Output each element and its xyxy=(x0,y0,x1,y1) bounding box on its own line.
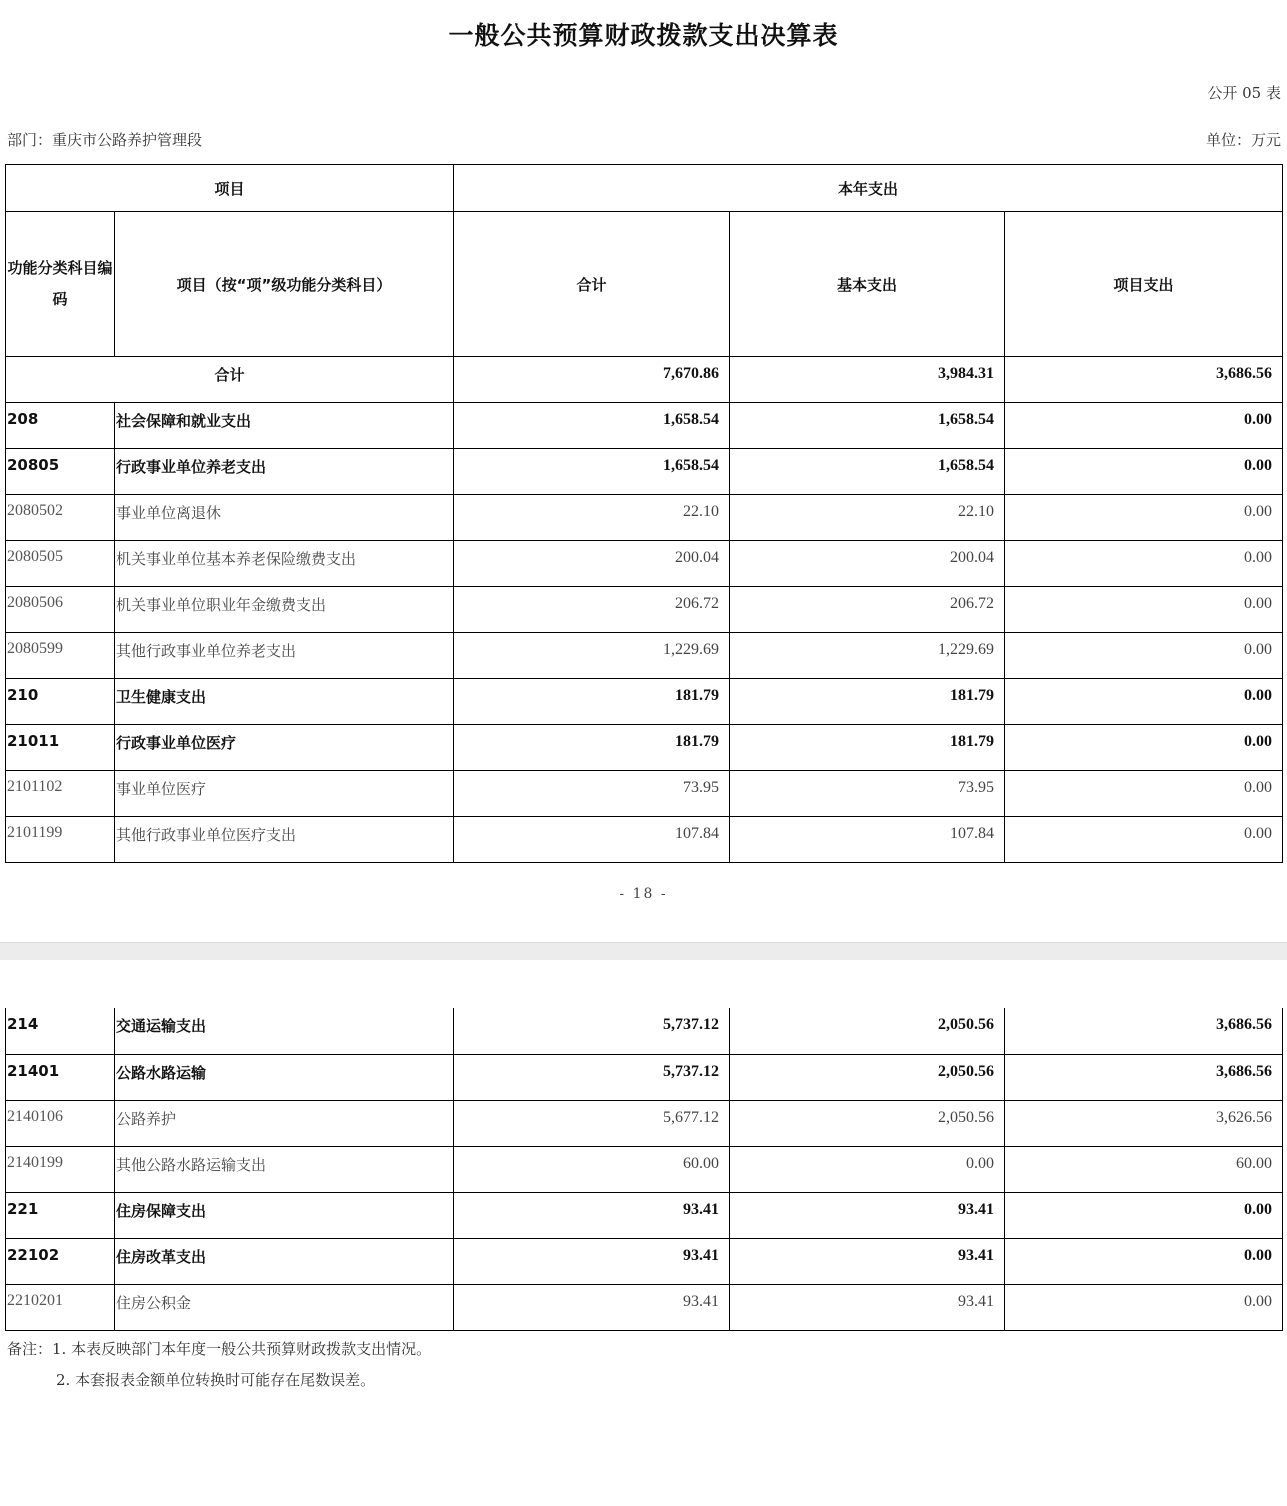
row-name: 事业单位离退休 xyxy=(115,495,454,541)
row-total: 73.95 xyxy=(454,771,730,817)
row-total: 60.00 xyxy=(454,1146,730,1192)
total-label: 合计 xyxy=(6,357,454,403)
row-code: 2210201 xyxy=(6,1284,115,1330)
row-basic: 181.79 xyxy=(730,725,1005,771)
header-total: 合计 xyxy=(454,212,730,357)
row-code: 2080505 xyxy=(6,541,115,587)
header-current-year-expense: 本年支出 xyxy=(454,165,1283,212)
row-code: 2080502 xyxy=(6,495,115,541)
row-project: 60.00 xyxy=(1005,1146,1283,1192)
table-row xyxy=(6,633,1283,679)
table-row xyxy=(6,817,1283,863)
row-code: 210 xyxy=(6,679,115,725)
row-code: 20805 xyxy=(6,449,115,495)
row-project: 3,686.56 xyxy=(1005,1008,1283,1054)
row-project: 0.00 xyxy=(1005,1284,1283,1330)
row-name: 交通运输支出 xyxy=(115,1008,454,1054)
row-project: 0.00 xyxy=(1005,541,1283,587)
note-line-1: 备注：1. 本表反映部门本年度一般公共预算财政拨款支出情况。 xyxy=(7,1340,432,1358)
row-project: 0.00 xyxy=(1005,495,1283,541)
header-row-2 xyxy=(6,212,1283,357)
unit-label: 单位：万元 xyxy=(1205,131,1281,149)
row-total: 93.41 xyxy=(454,1192,730,1238)
row-project: 3,626.56 xyxy=(1005,1100,1283,1146)
row-total: 200.04 xyxy=(454,541,730,587)
row-basic: 1,229.69 xyxy=(730,633,1005,679)
row-total: 107.84 xyxy=(454,817,730,863)
page-title: 一般公共预算财政拨款支出决算表 xyxy=(448,21,839,50)
row-code: 2080506 xyxy=(6,587,115,633)
row-name: 公路水路运输 xyxy=(115,1054,454,1100)
row-name: 机关事业单位职业年金缴费支出 xyxy=(115,587,454,633)
total-project-value: 3,686.56 xyxy=(1005,357,1283,403)
table-row xyxy=(6,1238,1283,1284)
row-total: 1,229.69 xyxy=(454,633,730,679)
row-basic: 93.41 xyxy=(730,1192,1005,1238)
table-row xyxy=(6,1146,1283,1192)
table-row xyxy=(6,1054,1283,1100)
row-basic: 22.10 xyxy=(730,495,1005,541)
total-basic-value: 3,984.31 xyxy=(730,357,1005,403)
row-basic: 1,658.54 xyxy=(730,449,1005,495)
row-name: 行政事业单位医疗 xyxy=(115,725,454,771)
row-code: 2101199 xyxy=(6,817,115,863)
table-row xyxy=(6,771,1283,817)
header-code: 功能分类科目编码 xyxy=(6,212,115,357)
row-name: 事业单位医疗 xyxy=(115,771,454,817)
row-code: 2140106 xyxy=(6,1100,115,1146)
row-project: 0.00 xyxy=(1005,633,1283,679)
row-total: 93.41 xyxy=(454,1284,730,1330)
row-basic: 2,050.56 xyxy=(730,1100,1005,1146)
row-basic: 93.41 xyxy=(730,1238,1005,1284)
row-project: 0.00 xyxy=(1005,1192,1283,1238)
row-name: 住房保障支出 xyxy=(115,1192,454,1238)
table-row xyxy=(6,541,1283,587)
row-basic: 93.41 xyxy=(730,1284,1005,1330)
row-total: 5,737.12 xyxy=(454,1008,730,1054)
table-row xyxy=(6,495,1283,541)
row-project: 0.00 xyxy=(1005,403,1283,449)
row-basic: 2,050.56 xyxy=(730,1008,1005,1054)
row-name: 其他行政事业单位养老支出 xyxy=(115,633,454,679)
row-project: 0.00 xyxy=(1005,817,1283,863)
row-project: 0.00 xyxy=(1005,587,1283,633)
row-project: 0.00 xyxy=(1005,771,1283,817)
row-name: 社会保障和就业支出 xyxy=(115,403,454,449)
row-code: 221 xyxy=(6,1192,115,1238)
row-total: 22.10 xyxy=(454,495,730,541)
row-project: 0.00 xyxy=(1005,679,1283,725)
total-row xyxy=(6,357,1283,403)
row-name: 公路养护 xyxy=(115,1100,454,1146)
row-basic: 107.84 xyxy=(730,817,1005,863)
header-row-1 xyxy=(6,165,1283,212)
row-project: 0.00 xyxy=(1005,449,1283,495)
total-value: 7,670.86 xyxy=(454,357,730,403)
row-total: 206.72 xyxy=(454,587,730,633)
expense-table-page-1 xyxy=(5,164,1283,863)
expense-table-page-2 xyxy=(5,1008,1283,1331)
row-name: 住房公积金 xyxy=(115,1284,454,1330)
row-basic: 1,658.54 xyxy=(730,403,1005,449)
row-name: 机关事业单位基本养老保险缴费支出 xyxy=(115,541,454,587)
page-separator xyxy=(0,942,1287,960)
row-project: 3,686.56 xyxy=(1005,1054,1283,1100)
table-code-label: 公开 05 表 xyxy=(1207,84,1281,102)
row-name: 行政事业单位养老支出 xyxy=(115,449,454,495)
row-name: 卫生健康支出 xyxy=(115,679,454,725)
row-name: 住房改革支出 xyxy=(115,1238,454,1284)
page-number: - 18 - xyxy=(619,886,668,902)
row-total: 93.41 xyxy=(454,1238,730,1284)
header-basic: 基本支出 xyxy=(730,212,1005,357)
row-total: 181.79 xyxy=(454,725,730,771)
row-code: 208 xyxy=(6,403,115,449)
row-total: 5,677.12 xyxy=(454,1100,730,1146)
row-total: 1,658.54 xyxy=(454,449,730,495)
table-row xyxy=(6,1100,1283,1146)
header-project: 项目支出 xyxy=(1005,212,1283,357)
row-total: 181.79 xyxy=(454,679,730,725)
table-row xyxy=(6,1008,1283,1054)
row-total: 5,737.12 xyxy=(454,1054,730,1100)
row-code: 21401 xyxy=(6,1054,115,1100)
row-name: 其他行政事业单位医疗支出 xyxy=(115,817,454,863)
table-row xyxy=(6,587,1283,633)
header-item: 项目 xyxy=(6,165,454,212)
table-row xyxy=(6,725,1283,771)
row-total: 1,658.54 xyxy=(454,403,730,449)
table-row xyxy=(6,403,1283,449)
table-row xyxy=(6,679,1283,725)
row-project: 0.00 xyxy=(1005,725,1283,771)
row-basic: 2,050.56 xyxy=(730,1054,1005,1100)
table-row xyxy=(6,449,1283,495)
row-basic: 206.72 xyxy=(730,587,1005,633)
header-name: 项目（按“项”级功能分类科目） xyxy=(115,212,454,357)
row-name: 其他公路水路运输支出 xyxy=(115,1146,454,1192)
row-basic: 200.04 xyxy=(730,541,1005,587)
row-code: 21011 xyxy=(6,725,115,771)
note-line-2: 2. 本套报表金额单位转换时可能存在尾数误差。 xyxy=(56,1371,376,1389)
row-project: 0.00 xyxy=(1005,1238,1283,1284)
row-code: 22102 xyxy=(6,1238,115,1284)
row-basic: 73.95 xyxy=(730,771,1005,817)
row-code: 2101102 xyxy=(6,771,115,817)
table-row xyxy=(6,1192,1283,1238)
row-code: 214 xyxy=(6,1008,115,1054)
row-code: 2140199 xyxy=(6,1146,115,1192)
department-label: 部门：重庆市公路养护管理段 xyxy=(7,131,203,149)
row-basic: 181.79 xyxy=(730,679,1005,725)
row-basic: 0.00 xyxy=(730,1146,1005,1192)
table-row xyxy=(6,1284,1283,1330)
row-code: 2080599 xyxy=(6,633,115,679)
